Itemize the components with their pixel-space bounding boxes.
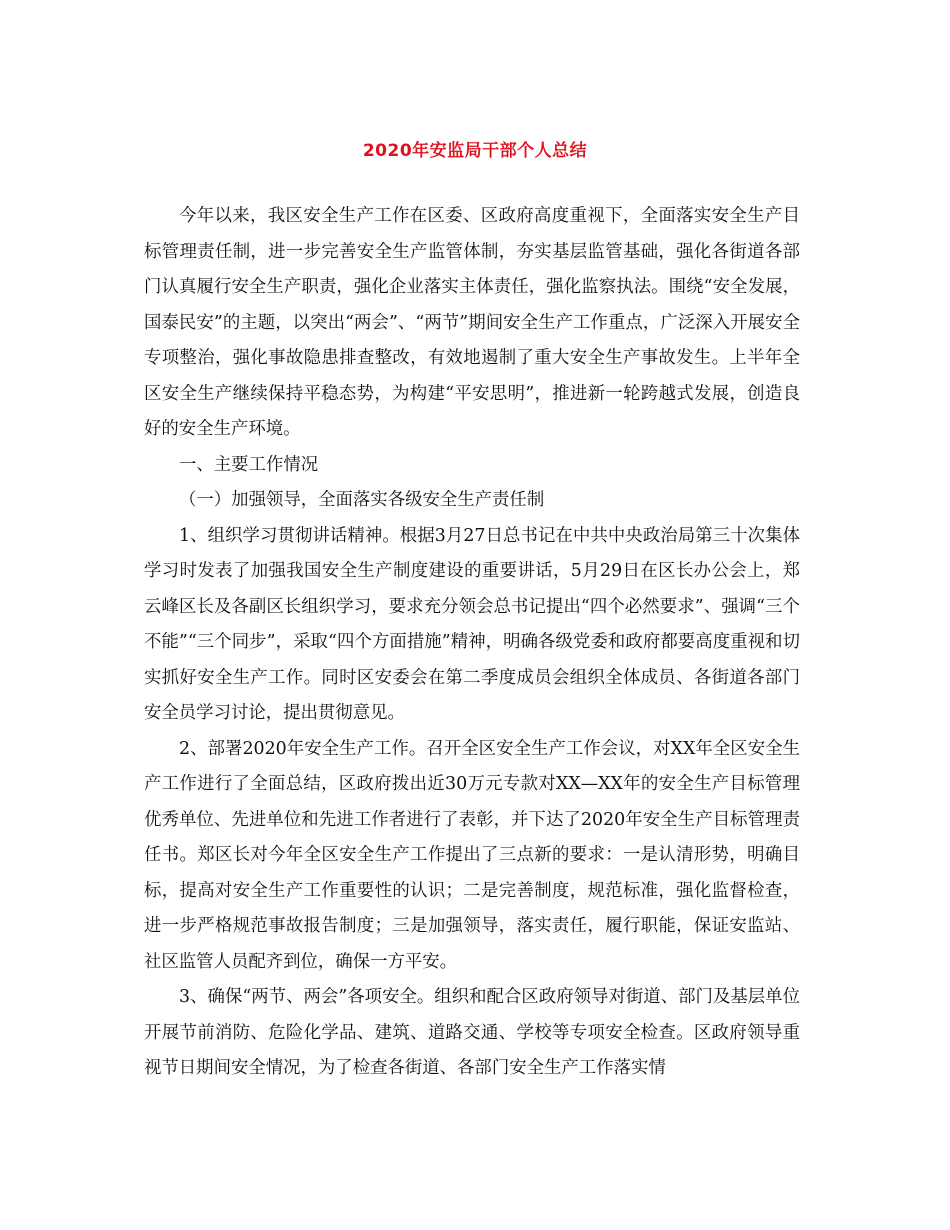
document-body <box>144 199 800 1087</box>
paragraph-item-1: 1、组织学习贯彻讲话精神。根据3月27日总书记在中共中央政治局第三十次集体学习时发表了加强我国安全生产制度建设的重要讲话，5月29日在区长办公会上，郑云峰区长及各副区长组织学习，要求充分领会总书记提出“四个必然要求”、强调“三个不能”“三个同步”，采取“四个方面措施”精神，明确各级党委和政府都要高度重视和切实抓好安全生产工作。同时区安委会在第二季度成员会组织全体成员、各街道各部门安全员学习讨论，提出贯彻意见。 <box>144 525 800 723</box>
paragraph-intro: 今年以来，我区安全生产工作在区委、区政府高度重视下，全面落实安全生产目标管理责任制，进一步完善安全生产监管体制，夯实基层监管基础，强化各街道各部门认真履行安全生产职责，强化企业落实主体责任，强化监察执法。围绕“安全发展，国泰民安”的主题，以突出“两会”、“两节”期间安全生产工作重点，广泛深入开展安全专项整治，强化事故隐患排查整改，有效地遏制了重大安全生产事故发生。上半年全区安全生产继续保持平稳态势，为构建“平安思明”，推进新一轮跨越式发展，创造良好的安全生产环境。 <box>144 206 800 439</box>
paragraph-item-2: 2、部署2020年安全生产工作。召开全区安全生产工作会议，对XX年全区安全生产工作进行了全面总结，区政府拨出近30万元专款对XX—XX年的安全生产目标管理优秀单位、先进单位和先进工作者进行了表彰，并下达了2020年安全生产目标管理责任书。郑区长对今年全区安全生产工作提出了三点新的要求：一是认清形势，明确目标，提高对安全生产工作重要性的认识；二是完善制度，规范标准，强化监督检查，进一步严格规范事故报告制度；三是加强领导，落实责任，履行职能，保证安监站、社区监管人员配齐到位，确保一方平安。 <box>144 738 800 972</box>
section-heading-main-work: 一、主要工作情况 <box>179 454 319 475</box>
paragraph-item-3: 3、确保“两节、两会”各项安全。组织和配合区政府领导对街道、部门及基层单位开展节前消防、危险化学品、建筑、道路交通、学校等专项安全检查。区政府领导重视节日期间安全情况，为了检查各街道、各部门安全生产工作落实情 <box>144 987 800 1078</box>
document-title: 2020年安监局干部个人总结 <box>362 141 588 161</box>
subsection-heading-leadership: （一）加强领导，全面落实各级安全生产责任制 <box>179 490 545 510</box>
